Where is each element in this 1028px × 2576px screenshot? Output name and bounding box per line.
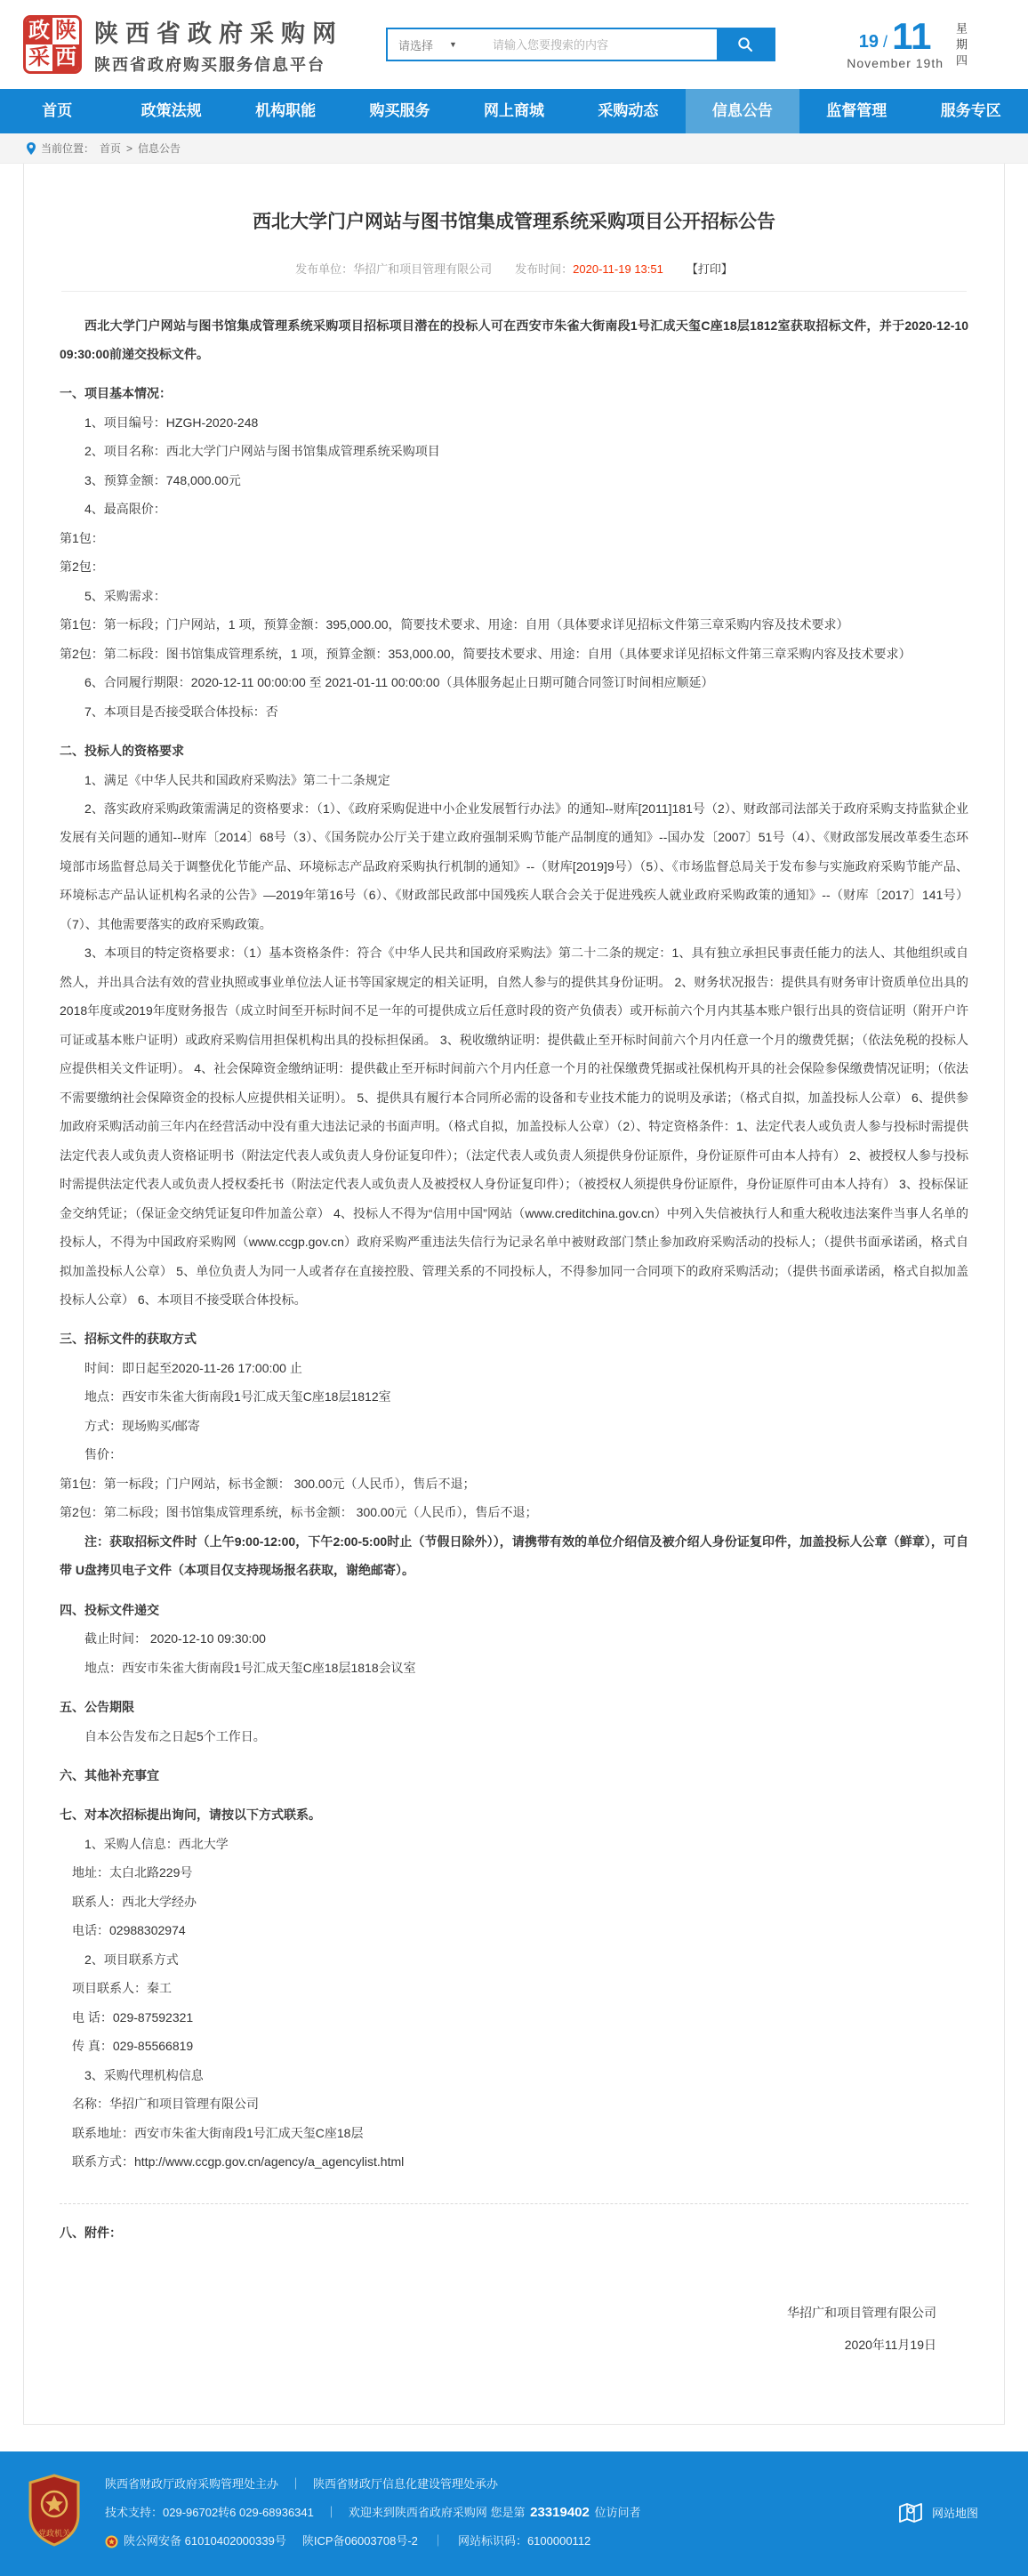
date-month: 11 [892, 15, 932, 57]
site-logo [23, 15, 82, 74]
content-line: 项目联系人：秦工 [72, 1981, 172, 1996]
government-emblem-icon [27, 2474, 82, 2551]
content-line: 2、项目名称：西北大学门户网站与图书馆集成管理系统采购项目 [84, 444, 440, 459]
content-line: 四、投标文件递交 [60, 1602, 159, 1617]
nav-item-9[interactable]: 服务专区 [940, 102, 1001, 119]
content-line: 1、采购人信息：西北大学 [84, 1836, 229, 1851]
content-line: 7、本项目是否接受联合体投标：否 [84, 704, 278, 719]
content-line: 六、其他补充事宜 [60, 1768, 159, 1783]
nav-item-1[interactable]: 首页 [42, 102, 73, 119]
date-day: 19 [858, 31, 879, 52]
footer-line-registration [105, 2528, 641, 2555]
content-line: 五、公告期限 [60, 1700, 134, 1715]
article-body [60, 304, 968, 2248]
icp-registration-link[interactable]: 陕ICP备06003708号-2 [301, 2534, 418, 2548]
search-input[interactable] [484, 29, 717, 60]
search-icon [737, 36, 753, 52]
page-title: 西北大学门户网站与图书馆集成管理系统采购项目公开招标公告 [253, 212, 775, 232]
content-line: 地点：西安市朱雀大街南段1号汇成天玺C座18层1812室 [84, 1389, 391, 1405]
breadcrumb [0, 133, 1028, 164]
location-pin-icon [27, 142, 36, 155]
content-line: 3、预算金额：748,000.00元 [84, 472, 241, 487]
content-line: 售价： [84, 1447, 122, 1462]
site-subtitle: 陕西省政府购买服务信息平台 [94, 55, 325, 74]
meta-divider [61, 291, 967, 292]
date-widget [847, 15, 1005, 70]
footer-line-sponsor: 陕西省财政厅政府采购管理处主办 ｜ 陕西省财政厅信息化建设管理处承办 [105, 2476, 499, 2491]
signature-block [60, 2297, 968, 2362]
sitemap-button[interactable] [897, 2500, 1001, 2526]
svg-text:党政机关: 党政机关 [37, 2530, 71, 2540]
logo-char: 陕 [52, 18, 79, 44]
police-registration-link[interactable]: 陕公网安备 61010402000339号 [124, 2534, 286, 2548]
content-line: 联系人：西北大学经办 [72, 1894, 197, 1909]
logo-char: 西 [52, 44, 79, 71]
content-line: 第2包：第二标段：图书馆集成管理系统，1 项，预算金额：353,000.00，简要技术要求、用途：自用（具体要求详见招标文件第三章采购内容及技术要求） [60, 646, 912, 661]
police-badge-icon [105, 2535, 118, 2548]
publisher-label: 发布单位： [295, 262, 354, 276]
logo-char: 政 [26, 18, 52, 44]
nav-item-7[interactable]: 信息公告 [686, 89, 799, 133]
nav-item-2[interactable]: 政策法规 [141, 102, 202, 119]
announcement-card [23, 164, 1005, 2425]
site-id-code: 网站标识码：6100000112 [457, 2534, 591, 2548]
attachment-divider [60, 2203, 968, 2204]
content-line: 方式：现场购买/邮寄 [84, 1418, 200, 1433]
date-weekday: 星期四 [954, 22, 968, 70]
content-line: 联系地址：西安市朱雀大街南段1号汇成天玺C座18层 [72, 2125, 364, 2140]
breadcrumb-separator: > [126, 141, 133, 155]
nav-item-5[interactable]: 网上商城 [483, 102, 544, 119]
footer-line-support [105, 2498, 641, 2529]
content-line: 传 真：029-85566819 [72, 2039, 194, 2054]
nav-item-8[interactable]: 监督管理 [826, 102, 887, 119]
footer-separator: ｜ [431, 2534, 444, 2548]
site-title: 陕西省政府采购网 [94, 20, 343, 47]
content-line: 电话：02988302974 [72, 1923, 186, 1938]
publish-time-label: 发布时间： [515, 262, 574, 276]
content-line: 二、投标人的资格要求 [60, 744, 184, 759]
content-line: 4、最高限价： [84, 502, 166, 517]
main-nav-list [0, 89, 1028, 133]
content-line: 联系方式：http://www.ccgp.gov.cn/agency/a_agencylist.html [72, 2154, 405, 2169]
content-line: 3、本项目的特定资格要求：（1）基本资格条件：符合《中华人民共和国政府采购法》第二十二条的规定：1、具有独立承担民事责任能力的法人、其他组织或自然人，并出具合法有效的营业执照或事业单位法人证书等国家规定的相关证明，自然人参与的提供其身份证明。 2、财务状况报告：提供具有财务审计资质单位出具的2018年度或2019年度财务报告（成立时间至开标时间不足一年的可提供成立后任意时段的资产负债表）或开标前六个月内其基本账户银行出具的资信证明（附开户许可证或基本账户证明）或政府采购信用担保机构出具的投标担保函。 3、税收缴纳证明：提供截止至开标时间前六个月内任意一个月的缴费凭据；（依法免税的投标人应提供相关文件证明）。 4、社会保障资金缴纳证明：提供截止至开标时间前六个月内任意一个月的社保缴费凭据或社保机构开具的社会保险参保缴费情况证明；（依法不需要缴纳社会保障资金的投标人应提供相关证明）。 5、提供具有履行本合同所必需的设备和专业技术能力的说明及承诺；（格式自拟，加盖投标人公章） 6、提供参加政府采购活动前三年内在经营活动中没有重大违法记录的书面声明。（格式自拟，加盖投标人公章）（2）、特定资格条件：1、法定代表人或负责人参与投标时需提供法定代表人或负责人资格证明书（附法定代表人或负责人身份证复印件）；（法定代表人或负责人须提供身份证原件，身份证原件可由本人持有） 2、被授权人参与投标时需提供法定代表人或负责人授权委托书（附法定代表人或负责人及被授权人身份证复印件）；（被授权人须提供身份证原件，身份证原件可由本人持有） 3、投标保证金交纳凭证；（保证金交纳凭证复印件加盖公章） 4、投标人不得为“信用中国”网站（www.creditchina.gov.cn）中列入失信被执行人和重大税收违法案件当事人名单的投标人，不得为中国政府采购网（www.ccgp.gov.cn）政府采购严重违法失信行为记录名单中被财政部门禁止参加政府采购活动的投标人；（提供书面承诺函，格式自拟加盖投标人公章） 5、单位负责人为同一人或者存在直接控股、管理关系的不同投标人，不得参加同一合同项下的政府采购活动；（提供书面承诺函，格式自拟加盖投标人公章） 6、本项目不接受联合体投标。 [60, 946, 968, 1307]
search-select-label: 请选择 [398, 38, 434, 52]
date-slash: / [883, 32, 888, 51]
content-line: 1、项目编号：HZGH-2020-248 [84, 415, 259, 430]
print-button[interactable]: 【打印】 [686, 262, 733, 276]
signature-date: 2020年11月19日 [844, 2338, 936, 2353]
content-line: 电 话：029-87592321 [72, 2009, 194, 2025]
search-button[interactable] [717, 29, 774, 60]
sitemap-label: 网站地图 [931, 2507, 978, 2521]
content-line: 第2包： [60, 559, 104, 575]
breadcrumb-prefix: 当前位置： [41, 142, 95, 155]
content-line: 第1包：第一标段；门户网站，1 项，预算金额：395,000.00，简要技术要求、用途：自用（具体要求详见招标文件第三章采购内容及技术要求） [60, 617, 849, 632]
content-line: 名称：华招广和项目管理有限公司 [72, 2097, 259, 2112]
content-line: 第2包：第二标段；图书馆集成管理系统，标书金额： 300.00元（人民币），售后不退； [60, 1505, 538, 1520]
content-line: 截止时间： 2020-12-10 09:30:00 [84, 1631, 266, 1646]
content-line: 自本公告发布之日起5个工作日。 [84, 1728, 266, 1743]
signature-company: 华招广和项目管理有限公司 [787, 2306, 936, 2321]
site-brand [23, 14, 343, 76]
content-line: 一、项目基本情况： [60, 386, 172, 401]
content-line: 地址：太白北路229号 [72, 1865, 193, 1880]
content-line: 七、对本次招标提出询问，请按以下方式联系。 [60, 1807, 321, 1823]
article-meta [60, 260, 968, 277]
content-line: 6、合同履行期限：2020-12-11 00:00:00 至 2021-01-11 00:00:00（具体服务起止日期可随合同签订时间相应顺延） [84, 675, 714, 690]
footer-visitor-suffix: 位访问者 [594, 2505, 641, 2519]
nav-item-3[interactable]: 机构职能 [255, 102, 317, 119]
logo-char: 采 [26, 44, 52, 71]
main-nav [0, 89, 1028, 133]
content-line: 2、项目联系方式 [84, 1952, 179, 1967]
page-footer [0, 2451, 1028, 2576]
content-line: 第1包：第一标段；门户网站，标书金额： 300.00元（人民币），售后不退； [60, 1476, 476, 1491]
nav-item-4[interactable]: 购买服务 [369, 102, 430, 119]
visitor-count: 23319402 [530, 2504, 590, 2520]
sitemap-icon [897, 2500, 924, 2526]
search-category-select[interactable] [388, 29, 484, 60]
chevron-down-icon: ▼ [449, 40, 457, 49]
publish-time-value: 2020-11-19 13:51 [573, 262, 663, 276]
footer-gap [0, 2425, 1028, 2451]
content-line: 注：获取招标文件时（上午9:00-12:00，下午2:00-5:00时止（节假日除外）），请携带有效的单位介绍信及被介绍人身份证复印件，加盖投标人公章（鲜章），可自带 U盘拷贝电子文件（本项目仅支持现场报名获取，谢绝邮寄）。 [60, 1534, 968, 1578]
site-header [0, 0, 1028, 89]
breadcrumb-home-link[interactable]: 首页 [100, 142, 122, 155]
content-line: 地点：西安市朱雀大街南段1号汇成天玺C座18层1818会议室 [84, 1660, 416, 1675]
content-line: 第1包： [60, 530, 104, 545]
breadcrumb-current: 信息公告 [138, 142, 181, 155]
publisher-value: 华招广和项目管理有限公司 [353, 262, 493, 276]
date-english: November 19th [847, 55, 944, 70]
content-line: 2、落实政府采购政策需满足的资格要求：（1）、《政府采购促进中小企业发展暂行办法》的通知--财库[2011]181号（2）、财政部司法部关于政府采购支持监狱企业发展有关问题的通知--财库〔2014〕68号（3）、《国务院办公厅关于建立政府强制采购节能产品制度的通知》--国办发〔2007〕51号（4）、《财政部发展改革委生态环境部市场监督总局关于调整优化节能产品、环境标志产品政府采购执行机制的通知》--（财库[2019]9号）（5）、《市场监督总局关于发布参与实施政府采购节能产品、环境标志产品认证机构名录的公告》—2019年第16号（6）、《财政部民政部中国残疾人联合会关于促进残疾人就业政府采购政策的通知》--（财库〔2017〕141号）（7）、其他需要落实的政府采购政策。 [60, 801, 968, 931]
content-line: 八、附件： [60, 2225, 122, 2240]
nav-item-6[interactable]: 采购动态 [598, 102, 659, 119]
content-line: 三、招标文件的获取方式 [60, 1332, 197, 1347]
footer-support-text: 技术支持：029-96702转6 029-68936341 ｜ 欢迎来到陕西省政府采购网 您是第 [105, 2505, 526, 2519]
search-bar [386, 28, 775, 61]
content-line: 3、采购代理机构信息 [84, 2067, 204, 2082]
content-line: 5、采购需求： [84, 588, 166, 603]
content-line: 1、满足《中华人民共和国政府采购法》第二十二条规定 [84, 772, 390, 787]
content-line: 时间：即日起至2020-11-26 17:00:00 止 [84, 1360, 302, 1375]
content-line: 西北大学门户网站与图书馆集成管理系统采购项目招标项目潜在的投标人可在西安市朱雀大街南段1号汇成天玺C座18层1812室获取招标文件，并于2020-12-10 09:30:00前递交投标文件。 [60, 318, 968, 361]
